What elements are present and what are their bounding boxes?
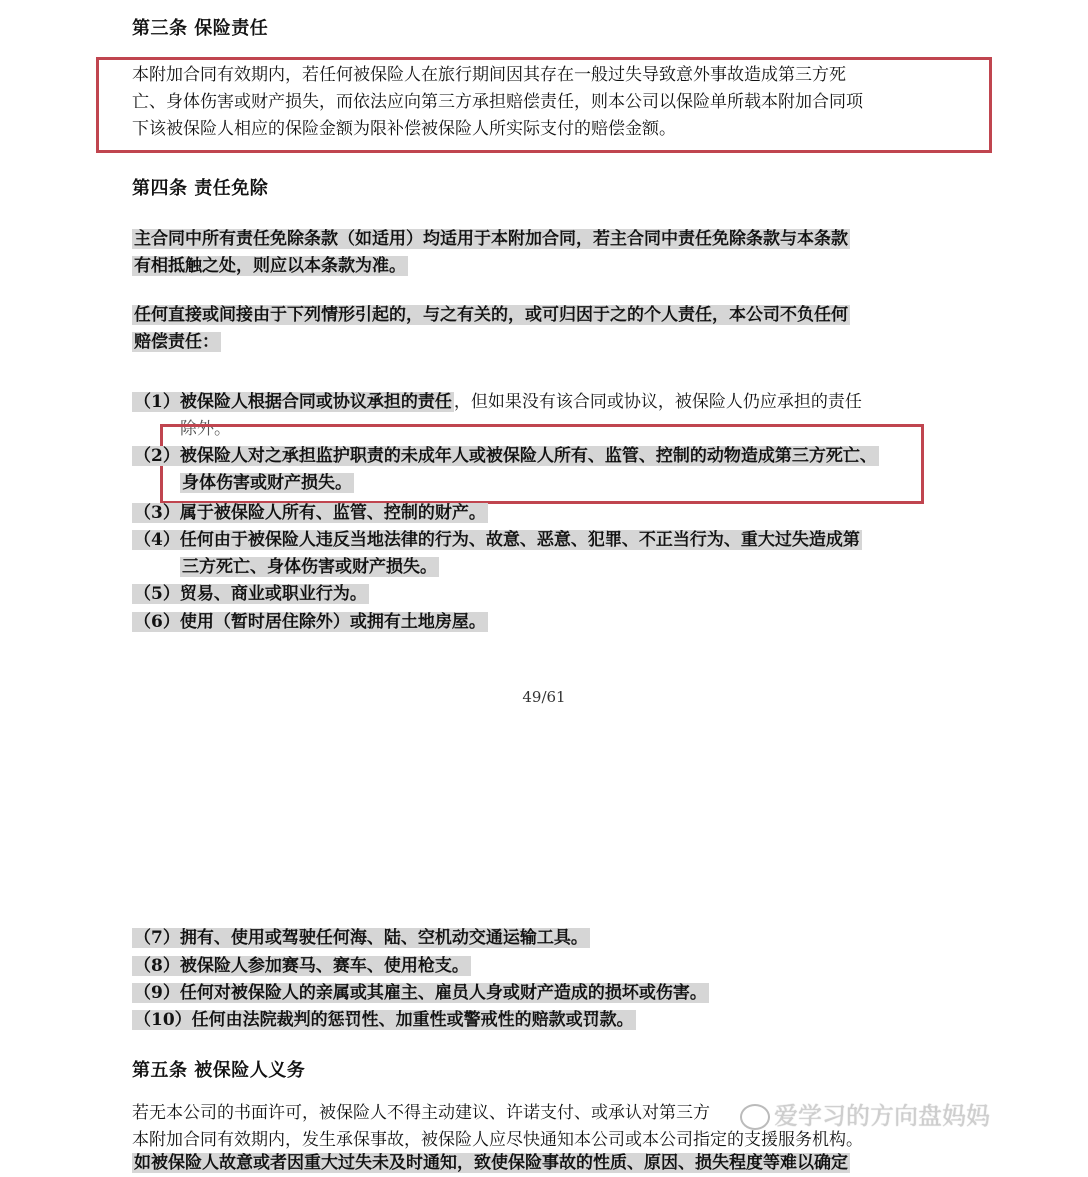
article4-para1-line-2: 有相抵触之处，则应以本条款为准。 (134, 256, 406, 276)
exclusion-item-8 (132, 953, 471, 980)
article3-heading: 第三条 保险责任 (132, 18, 269, 39)
exclusion-item-9 (132, 980, 709, 1007)
page-number: 49/61 (522, 688, 566, 706)
item4-line-2: 三方死亡、身体伤害或财产损失。 (182, 557, 437, 577)
wechat-logo-icon (740, 1104, 770, 1130)
item4-line-1: （4）任何由于被保险人违反当地法律的行为、故意、恶意、犯罪、不正当行为、重大过失造成第 (134, 530, 860, 550)
article4-para2-line-1: 任何直接或间接由于下列情形引起的，与之有关的，或可归因于之的个人责任，本公司不负任何 (134, 305, 848, 325)
watermark (740, 1096, 990, 1131)
article5-cut-line (132, 1150, 952, 1173)
article5-line-1: 若无本公司的书面许可，被保险人不得主动建议、许诺支付、或承认对第三方 (132, 1103, 710, 1123)
exclusion-item-6 (132, 609, 488, 636)
article4-para2 (132, 302, 952, 356)
exclusion-item-2-cont (180, 470, 354, 497)
article4-para1 (132, 226, 952, 280)
article4-heading: 第四条 责任免除 (132, 178, 269, 199)
exclusion-item-2 (132, 443, 879, 470)
exclusion-item-7 (132, 925, 590, 952)
article5-heading: 第五条 被保险人义务 (132, 1060, 306, 1081)
item3-text: （3）属于被保险人所有、监管、控制的财产。 (134, 503, 486, 523)
article3-line-1: 本附加合同有效期内，若任何被保险人在旅行期间因其存在一般过失导致意外事故造成第三方死 (132, 65, 846, 85)
item9-text: （9）任何对被保险人的亲属或其雇主、雇员人身或财产造成的损坏或伤害。 (134, 983, 707, 1003)
item10-text: （10）任何由法院裁判的惩罚性、加重性或警戒性的赔款或罚款。 (134, 1010, 634, 1030)
exclusion-item-10 (132, 1007, 636, 1034)
article4-para2-line-2: 赔偿责任： (134, 332, 219, 352)
item6-text: （6）使用（暂时居住除外）或拥有土地房屋。 (134, 612, 486, 632)
article3-line-2: 亡、身体伤害或财产损失，而依法应向第三方承担赔偿责任，则本公司以保险单所载本附加合同项 (132, 92, 863, 112)
article5-line-2: 本附加合同有效期内，发生承保事故，被保险人应尽快通知本公司或本公司指定的支援服务机构。 (132, 1130, 863, 1150)
article4-para1-line-1: 主合同中所有责任免除条款（如适用）均适用于本附加合同，若主合同中责任免除条款与本条款 (134, 229, 848, 249)
item1-plain-text: ，但如果没有该合同或协议，被保险人仍应承担的责任 (453, 392, 862, 412)
exclusion-item-4 (132, 527, 862, 554)
item1-bold-text: （1）被保险人根据合同或协议承担的责任 (134, 392, 452, 412)
article3-line-3: 下该被保险人相应的保险金额为限补偿被保险人所实际支付的赔偿金额。 (132, 119, 676, 139)
item8-text: （8）被保险人参加赛马、赛车、使用枪支。 (134, 956, 469, 976)
exclusion-item-5 (132, 581, 369, 608)
item7-text: （7）拥有、使用或驾驶任何海、陆、空机动交通运输工具。 (134, 928, 588, 948)
article3-paragraph (132, 62, 952, 143)
exclusion-item-1 (132, 389, 862, 416)
watermark-text: 爱学习的方向盘妈妈 (774, 1102, 990, 1130)
item5-text: （5）贸易、商业或职业行为。 (134, 584, 367, 604)
exclusion-item-3 (132, 500, 488, 527)
item2-line-1: （2）被保险人对之承担监护职责的未成年人或被保险人所有、监管、控制的动物造成第三方死亡、 (134, 446, 877, 466)
article5-cut-text: 如被保险人故意或者因重大过失未及时通知，致使保险事故的性质、原因、损失程度等难以确定 (134, 1153, 848, 1173)
item2-line-2: 身体伤害或财产损失。 (182, 473, 352, 493)
exclusion-item-4-cont (180, 554, 439, 581)
item1-continuation: 除外。 (180, 419, 231, 439)
